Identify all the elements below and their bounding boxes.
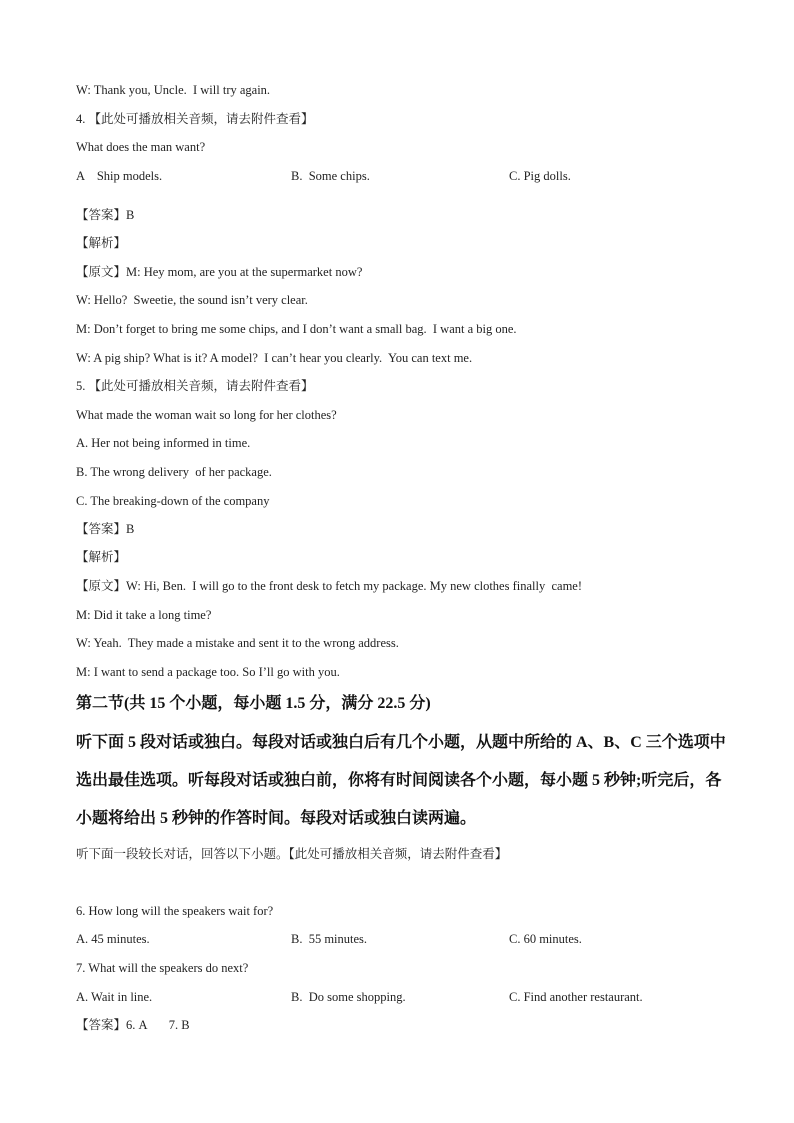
q4-transcript-2: W: Hello? Sweetie, the sound isn’t very clear.: [76, 293, 308, 307]
q4-analysis-label: 【解析】: [76, 236, 127, 250]
q4-transcript-4: W: A pig ship? What is it? A model? I can’t hear you clearly. You can text me.: [76, 351, 473, 365]
q6-option-a: A. 45 minutes.: [76, 932, 150, 946]
q6-option-c: C. 60 minutes.: [509, 932, 582, 946]
question-5-title: 5. 【此处可播放相关音频，请去附件查看】: [76, 379, 314, 393]
q5-answer: 【答案】B: [76, 522, 135, 536]
q7-option-c: C. Find another restaurant.: [509, 990, 643, 1004]
q7-option-a: A. Wait in line.: [76, 990, 153, 1004]
q5-option-b: B. The wrong delivery of her package.: [76, 465, 272, 479]
q4-option-a: A Ship models.: [76, 169, 163, 183]
q4-option-c: C. Pig dolls.: [509, 169, 571, 183]
q5-transcript-2: M: Did it take a long time?: [76, 608, 212, 622]
q6-7-answer: 【答案】6. A 7. B: [76, 1018, 190, 1032]
q5-transcript-4: M: I want to send a package too. So I’ll go with you.: [76, 665, 340, 679]
section-instruction-1: 听下面 5 段对话或独白。每段对话或独白后有几个小题，从题中所给的 A、B、C 三个选项中: [76, 734, 726, 751]
q4-option-b: B. Some chips.: [291, 169, 370, 183]
transcript-line: W: Thank you, Uncle. I will try again.: [76, 83, 271, 97]
q4-transcript-3: M: Don’t forget to bring me some chips, and I don’t want a small bag. I want a big one.: [76, 322, 517, 336]
section-heading: 第二节(共 15 个小题，每小题 1.5 分，满分 22.5 分): [76, 695, 431, 712]
dialogue-instruction: 听下面一段较长对话，回答以下小题。【此处可播放相关音频，请去附件查看】: [76, 847, 508, 861]
question-7-text: 7. What will the speakers do next?: [76, 961, 249, 975]
section-instruction-3: 小题将给出 5 秒钟的作答时间。每段对话或独白读两遍。: [76, 810, 477, 827]
q7-option-b: B. Do some shopping.: [291, 990, 406, 1004]
q4-transcript-1: 【原文】M: Hey mom, are you at the supermarket now?: [76, 265, 363, 279]
q5-transcript-3: W: Yeah. They made a mistake and sent it to the wrong address.: [76, 636, 399, 650]
question-5-text: What made the woman wait so long for her clothes?: [76, 408, 337, 422]
question-4-title: 4. 【此处可播放相关音频，请去附件查看】: [76, 112, 314, 126]
q5-option-c: C. The breaking-down of the company: [76, 494, 270, 508]
question-4-text: What does the man want?: [76, 140, 206, 154]
section-instruction-2: 选出最佳选项。听每段对话或独白前，你将有时间阅读各个小题，每小题 5 秒钟;听完后，各: [76, 772, 722, 789]
question-6-text: 6. How long will the speakers wait for?: [76, 904, 274, 918]
q5-analysis-label: 【解析】: [76, 550, 127, 564]
q6-option-b: B. 55 minutes.: [291, 932, 368, 946]
q5-option-a: A. Her not being informed in time.: [76, 436, 251, 450]
q5-transcript-1: 【原文】W: Hi, Ben. I will go to the front desk to fetch my package. My new clothes finally came!: [76, 579, 583, 593]
q4-answer: 【答案】B: [76, 208, 135, 222]
